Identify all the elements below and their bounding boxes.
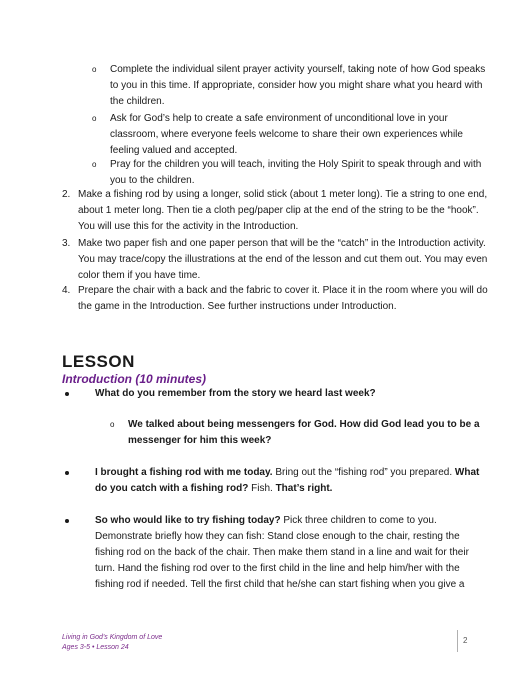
intro-sub-bullet-1 xyxy=(110,417,498,449)
prep-sub-item-text: Complete the individual silent prayer activity yourself, taking note of how God speaks to you in this time. If appropriate, consider how you might share what you heard with the children. xyxy=(110,64,486,107)
prep-step-3 xyxy=(62,236,498,284)
footer xyxy=(62,633,162,653)
circle-bullet-icon: o xyxy=(92,65,97,74)
bullet-text: Bring out the “fishing rod” you prepared. xyxy=(272,467,455,478)
step-number: 2. xyxy=(62,189,71,200)
footer-subtitle: Ages 3-5 • Lesson 24 xyxy=(62,644,129,651)
bullet-dot-icon xyxy=(65,392,69,396)
step-number: 3. xyxy=(62,238,71,249)
introduction-heading: Introduction (10 minutes) xyxy=(62,372,206,386)
footer-divider xyxy=(457,630,458,652)
bullet-bold-text: I brought a fishing rod with me today. xyxy=(95,467,273,478)
prep-step-2 xyxy=(62,187,498,235)
bullet-text: Fish. xyxy=(248,483,276,494)
step-number: 4. xyxy=(62,285,71,296)
circle-bullet-icon: o xyxy=(110,420,115,429)
prep-step-4 xyxy=(62,283,498,315)
prep-sub-item-2 xyxy=(92,111,490,159)
bullet-bold-text: That’s right. xyxy=(275,483,333,494)
bullet-dot-icon xyxy=(65,471,69,475)
circle-bullet-icon: o xyxy=(92,114,97,123)
prep-sub-item-1 xyxy=(92,62,490,110)
bullet-bold-text: So who would like to try fishing today? xyxy=(95,515,281,526)
intro-bullet-1 xyxy=(95,386,490,402)
intro-bullet-3 xyxy=(95,513,490,593)
lesson-heading: LESSON xyxy=(62,352,135,371)
step-text: Make two paper fish and one paper person that will be the “catch” in the Introduction activity. You may trace/copy the illustrations at the end of the lesson and cut them out. You may even color them if you have time. xyxy=(78,238,488,281)
prep-sub-item-3 xyxy=(92,157,490,189)
page-number: 2 xyxy=(463,636,468,645)
intro-sub-question: We talked about being messengers for God. How did God lead you to be a messenger for him this week? xyxy=(128,419,480,446)
prep-sub-item-text: Ask for God’s help to create a safe environment of unconditional love in your classroom, where everyone feels welcome to share their own experiences while feeling valued and accepted. xyxy=(110,113,463,156)
circle-bullet-icon: o xyxy=(92,160,97,169)
bullet-dot-icon xyxy=(65,519,69,523)
prep-sub-item-text: Pray for the children you will teach, inviting the Holy Spirit to speak through and with you to the children. xyxy=(110,159,482,186)
intro-question: What do you remember from the story we heard last week? xyxy=(95,388,376,399)
footer-title: Living in God’s Kingdom of Love xyxy=(62,634,163,641)
bullet-text: Pick three children to come to you. Demonstrate briefly how they can fish: Stand close enough to the chair, resting the fishing rod on the back of the chair. Then make them stand in a line and wait for their turn. Hand the fishing rod over to the first child in the line and help him/her with the fishing rod if needed. Tell the first child that he/she can start fishing when you give a xyxy=(95,515,469,590)
step-text: Prepare the chair with a back and the fabric to cover it. Place it in the room where you will do the game in the Introduction. See further instructions under Introduction. xyxy=(78,285,488,312)
step-text: Make a fishing rod by using a longer, solid stick (about 1 meter long). Tie a string to one end, about 1 meter long. Then tie a cloth peg/paper clip at the end of the string to be the “hook”. You will use this for the activity in the Introduction. xyxy=(78,189,488,232)
intro-bullet-2 xyxy=(95,465,490,497)
bullet-bold-text: What do you catch with a fishing rod? xyxy=(95,467,480,494)
